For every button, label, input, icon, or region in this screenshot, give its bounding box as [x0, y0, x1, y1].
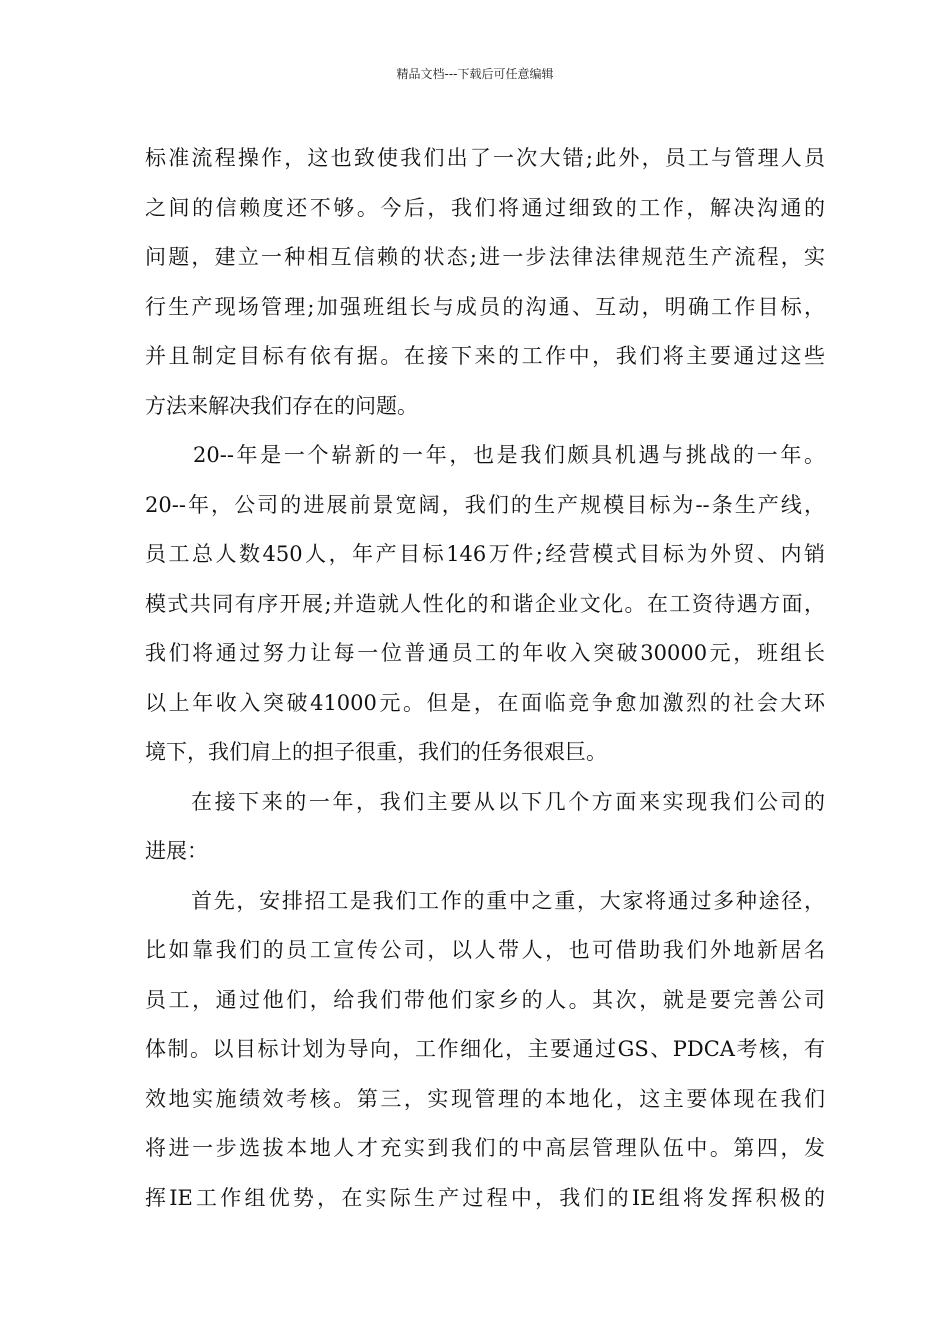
text-line: 模式共同有序开展;并造就人性化的和谐企业文化。在工资待遇方面，: [145, 591, 825, 616]
text-line: 20--年，公司的进展前景宽阔，我们的生产规模目标为--条生产线，: [145, 492, 825, 517]
paragraph-3: [145, 778, 825, 877]
text-line: 效地实施绩效考核。第三，实现管理的本地化，这主要体现在我们: [145, 1086, 825, 1111]
text-line: 比如靠我们的员工宣传公司，以人带人，也可借助我们外地新居名: [145, 938, 825, 962]
text-line: 境下，我们肩上的担子很重，我们的任务很艰巨。: [145, 740, 607, 764]
text-line: 首先，安排招工是我们工作的重中之重，大家将通过多种途径，: [191, 888, 825, 913]
text-line: 我们将通过努力让每一位普通员工的年收入突破30000元，班组长: [145, 641, 825, 665]
text-line: 以上年收入突破41000元。但是，在面临竞争愈加激烈的社会大环: [145, 690, 825, 715]
text-line: 方法来解决我们存在的问题。: [145, 393, 418, 418]
text-line: 在接下来的一年，我们主要从以下几个方面来实现我们公司的: [191, 789, 825, 814]
page-header: 精品文档---下载后可任意编辑: [396, 67, 554, 81]
paragraph-1: [145, 134, 825, 431]
text-line: 之间的信赖度还不够。今后，我们将通过细致的工作，解决沟通的: [145, 195, 825, 220]
text-line: 员工，通过他们，给我们带他们家乡的人。其次，就是要完善公司: [145, 987, 825, 1012]
text-line: 20--年是一个崭新的一年，也是我们颇具机遇与挑战的一年。: [193, 443, 825, 467]
text-line: 行生产现场管理;加强班组长与成员的沟通、互动，明确工作目标，: [145, 294, 825, 319]
text-line: 标准流程操作，这也致使我们出了一次大错;此外，员工与管理人员: [145, 146, 825, 170]
text-line: 将进一步选拔本地人才充实到我们的中高层管理队伍中。第四，发: [145, 1136, 825, 1160]
text-line: 问题，建立一种相互信赖的状态;进一步法律法律规范生产流程，实: [145, 245, 825, 269]
text-line: 进展：: [145, 839, 208, 863]
text-line: 并且制定目标有依有据。在接下来的工作中，我们将主要通过这些: [145, 344, 825, 368]
text-line: 挥IE工作组优势，在实际生产过程中，我们的IE组将发挥积极的: [145, 1185, 825, 1210]
document-body: [145, 134, 825, 1223]
paragraph-4: [145, 877, 825, 1224]
paragraph-2: [145, 431, 825, 778]
text-line: 员工总人数450人，年产目标146万件;经营模式目标为外贸、内销: [145, 542, 825, 566]
text-line: 体制。以目标计划为导向，工作细化，主要通过GS、PDCA考核，有: [145, 1037, 825, 1061]
